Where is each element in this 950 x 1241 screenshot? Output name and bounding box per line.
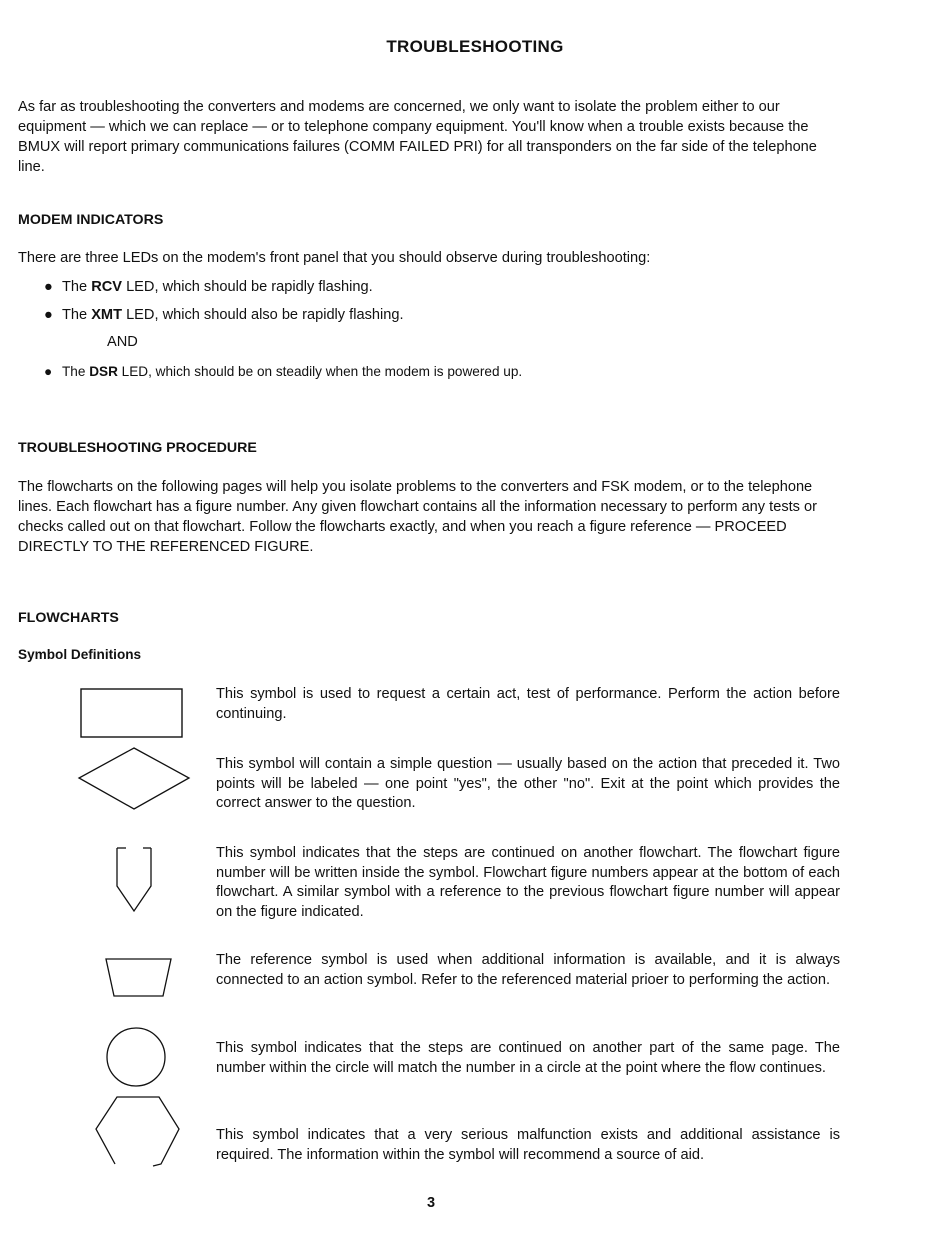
symbol-definition-text: This symbol indicates that the steps are continued on another part of the same page. The number within the circle will match the number in a circle at the point where the flow continues. [216,1040,840,1076]
bullet-dot-icon: ● [44,307,53,323]
intro-paragraph: As far as troubleshooting the converters and modems are concerned, we only want to isolate the problem either to our equipment — which we can replace — or to telephone company equipment. You'll know when a trouble exists because the BMUX will report primary communications failures (COMM FAILED PRI) for all transponders on the far side of the telephone line. [18,99,817,175]
off-page-connector-icon [114,846,156,914]
rectangle-action-icon [80,688,184,740]
led-name-dsr: DSR [89,364,118,379]
bullet-suffix: LED, which should be rapidly flashing. [122,279,373,295]
diamond-decision-icon [76,746,192,812]
flowcharts-heading: FLOWCHARTS [18,610,119,626]
bullet-dot-icon: ● [44,364,53,379]
bullet-suffix: LED, which should be on steadily when the modem is powered up. [117,364,523,379]
led-name-xmt: XMT [91,307,123,323]
symbol-definition-text: The reference symbol is used when additional information is available, and it is always connected to an action symbol. Refer to the referenced material prioer to performing the action. [216,952,840,988]
bullet-dsr [44,362,522,382]
page-number: 3 [426,1195,436,1211]
symbol-definition-text: This symbol indicates that a very serious malfunction exists and additional assistance is required. The information within the symbol will recommend a source of aid. [216,1127,840,1163]
page-title: TROUBLESHOOTING [386,37,564,56]
circle-connector-icon [105,1026,167,1088]
symbol-definitions-subheading: Symbol Definitions [18,647,142,662]
led-name-rcv: RCV [91,279,123,295]
modem-indicators-heading: MODEM INDICATORS [18,212,164,228]
hexagon-assistance-icon [93,1094,183,1170]
bullet-dot-icon: ● [44,279,53,295]
symbol-definition-text: This symbol will contain a simple question — usually based on the action that preceded it. Two points will be labeled — one point "yes", the other "no". Exit at the point which provides the correct answer to the question. [216,756,840,811]
bullet-prefix: The [62,364,90,379]
trapezoid-reference-icon [104,957,174,999]
procedure-heading: TROUBLESHOOTING PROCEDURE [18,440,257,456]
modem-indicators-lead: There are three LEDs on the modem's front panel that you should observe during troubleshooting: [18,250,651,266]
bullet-xmt [44,305,404,325]
symbol-definition-text: This symbol is used to request a certain act, test of performance. Perform the action before continuing. [216,686,840,722]
symbol-definition-text: This symbol indicates that the steps are continued on another flowchart. The flowchart figure number will be written inside the symbol. Flowchart figure numbers appear at the bottom of each flowchart. A similar symbol with a reference to the previous flowchart figure number will appear on the figure indicated. [216,845,840,920]
bullet-prefix: The [62,307,92,323]
bullet-suffix: LED, which should also be rapidly flashing. [122,307,404,323]
procedure-paragraph: The flowcharts on the following pages will help you isolate problems to the converters and FSK modem, or to the telephone lines. Each flowchart has a figure number. Any given flowchart contains all the information necessary to perform any tests or checks called out on that flowchart. Follow the flowcharts exactly, and when you reach a figure reference — PROCEED DIRECTLY TO THE REFERENCED FIGURE. [18,479,817,555]
and-connector-text: AND [107,334,138,350]
bullet-prefix: The [62,279,92,295]
bullet-rcv [44,277,373,297]
